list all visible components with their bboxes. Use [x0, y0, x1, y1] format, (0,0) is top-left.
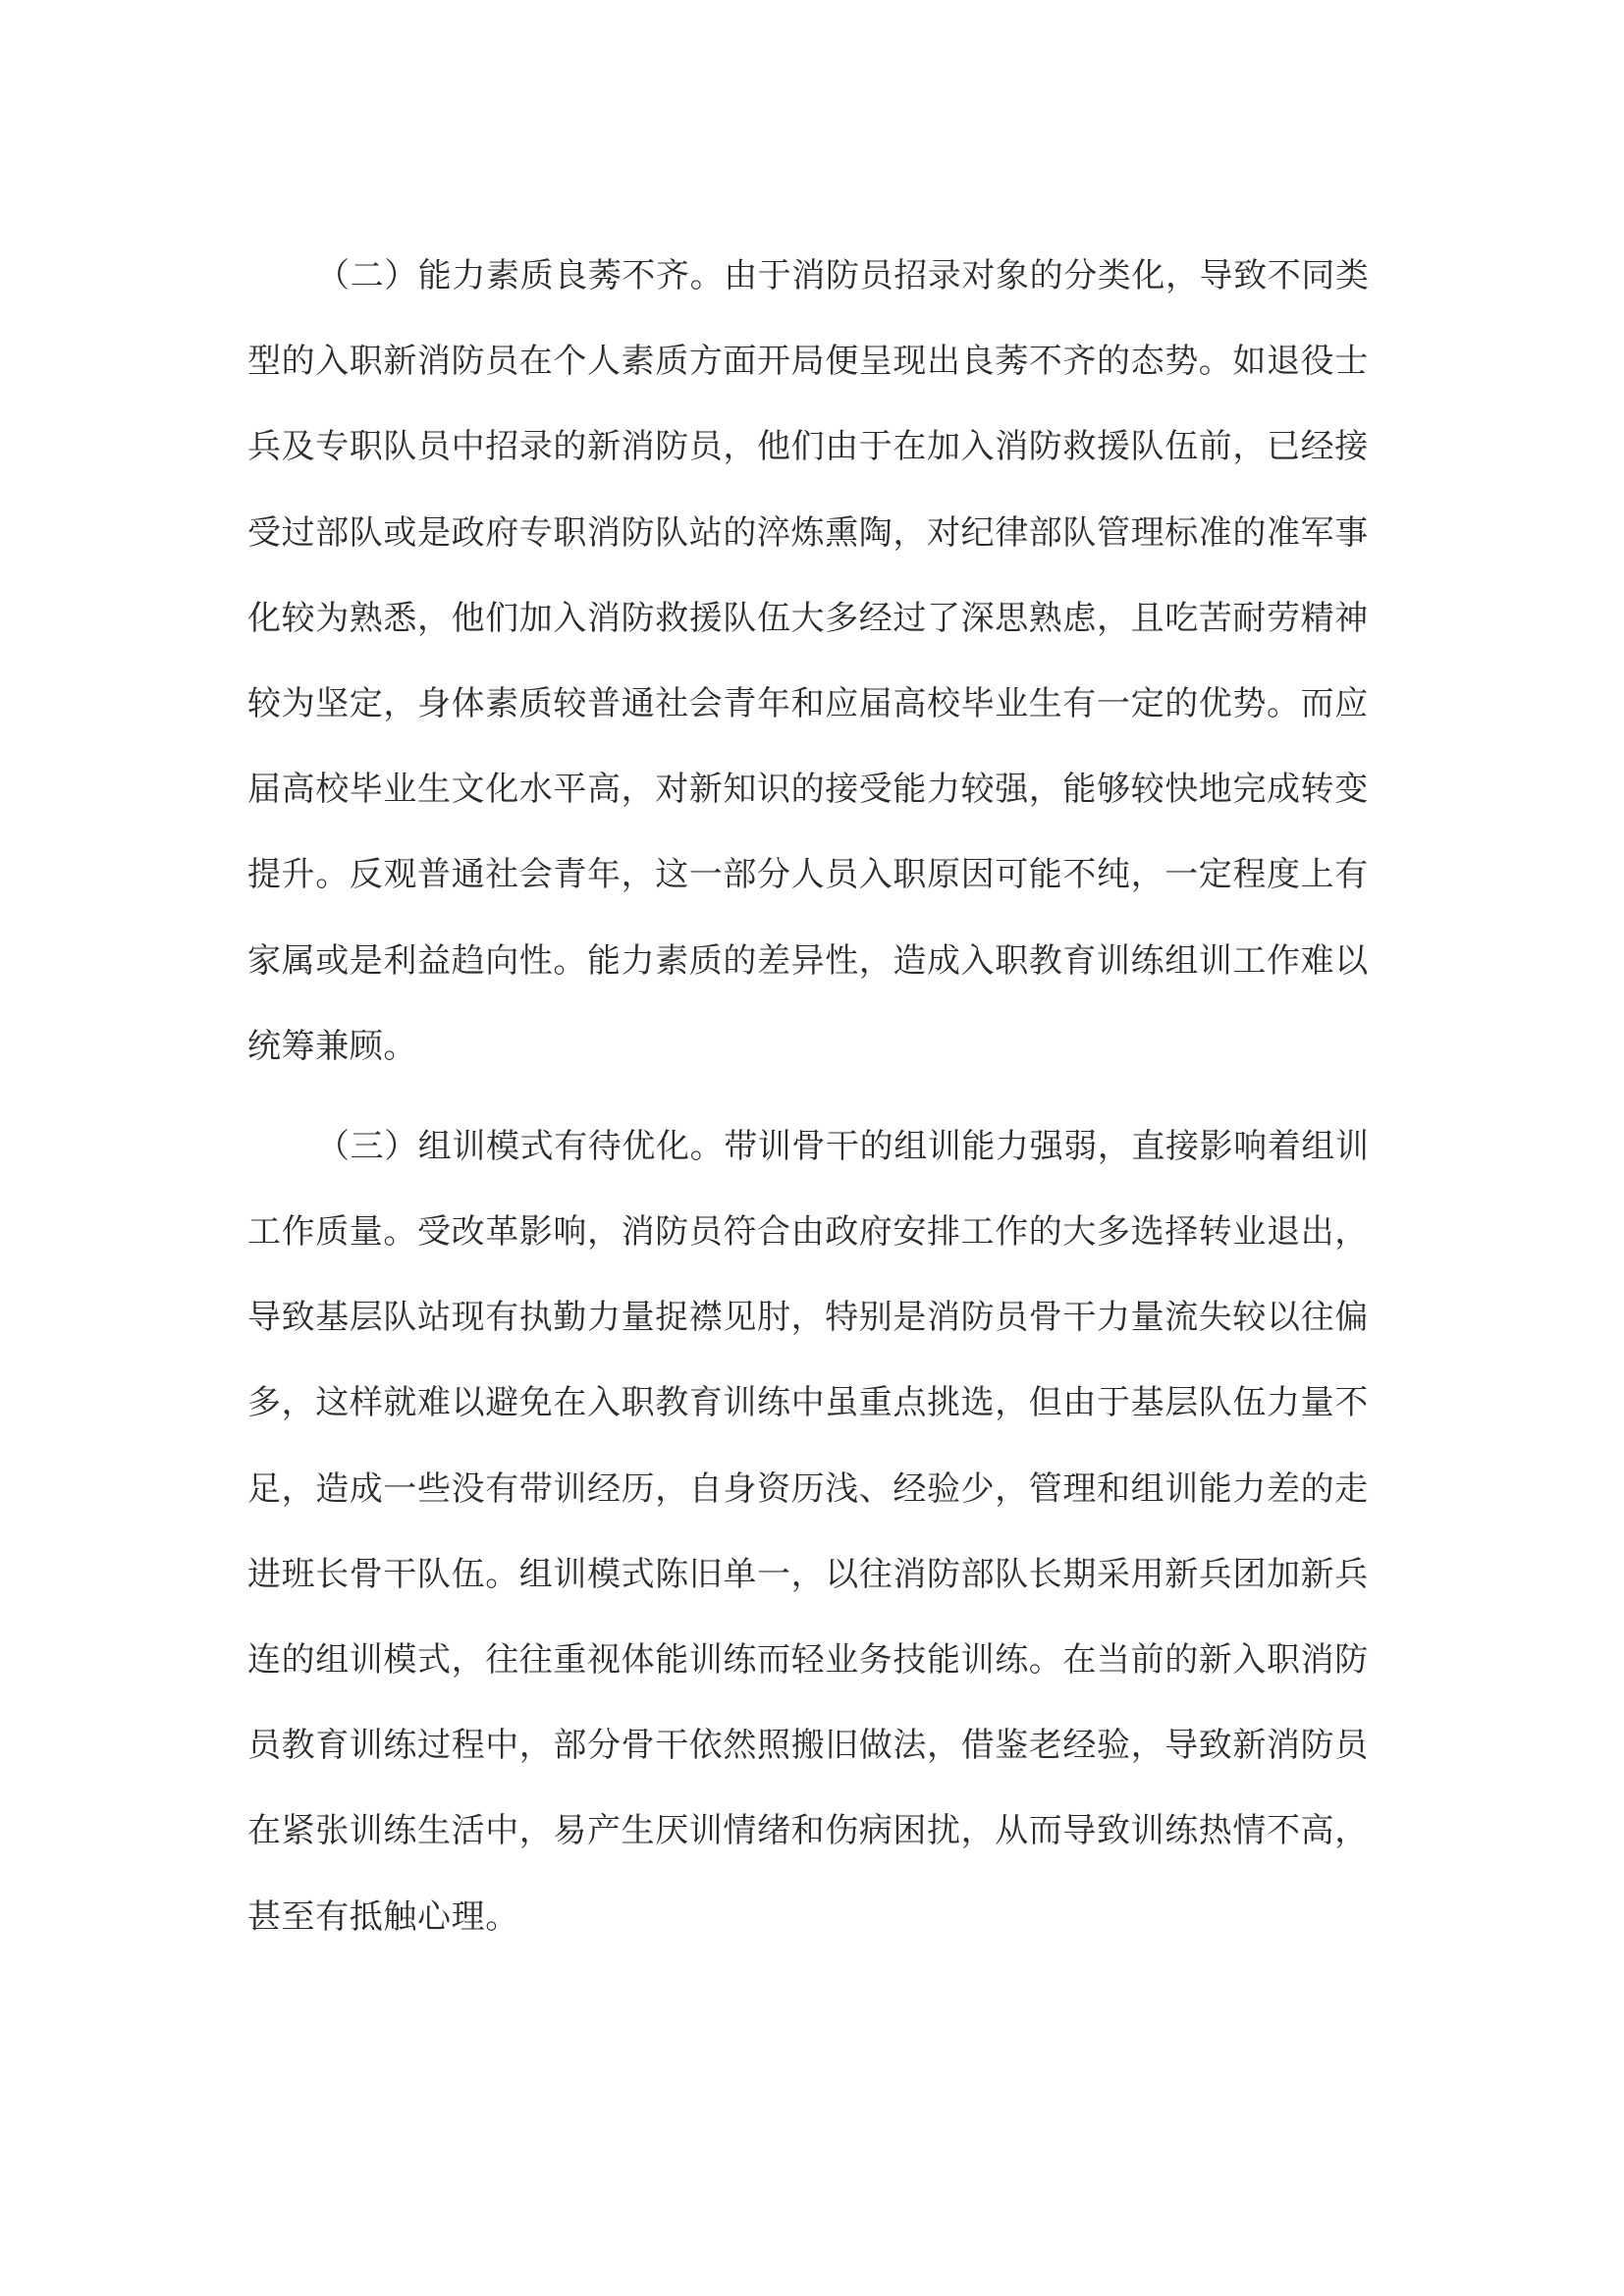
text-line: 多，这样就难以避免在入职教育训练中虽重点挑选，但由于基层队伍力量不 [247, 1383, 1369, 1423]
text-line: 化较为熟悉，他们加入消防救援队伍大多经过了深思熟虑，且吃苦耐劳精神 [247, 598, 1369, 638]
text-line: （二）能力素质良莠不齐。由于消防员招录对象的分类化，导致不同类 [316, 256, 1370, 295]
text-line: （三）组训模式有待优化。带训骨干的组训能力强弱，直接影响着组训 [316, 1126, 1370, 1166]
text-line: 连的组训模式，往往重视体能训练而轻业务技能训练。在当前的新入职消防 [247, 1640, 1369, 1680]
text-line: 在紧张训练生活中，易产生厌训情绪和伤病困扰，从而导致训练热情不高， [247, 1811, 1369, 1851]
text-line: 工作质量。受改革影响，消防员符合由政府安排工作的大多选择转业退出， [247, 1212, 1369, 1253]
text-line: 届高校毕业生文化水平高，对新知识的接受能力较强，能够较快地完成转变 [247, 770, 1369, 810]
text-line: 导致基层队站现有执勤力量捉襟见肘，特别是消防员骨干力量流失较以往偏 [247, 1298, 1369, 1338]
paragraph [247, 1104, 1386, 1960]
text-line: 兵及专职队员中招录的新消防员，他们由于在加入消防救援队伍前，已经接 [247, 427, 1369, 467]
text-line: 提升。反观普通社会青年，这一部分人员入职原因可能不纯，一定程度上有 [247, 855, 1369, 895]
text-line: 受过部队或是政府专职消防队站的淬炼熏陶，对纪律部队管理标准的准军事 [247, 512, 1369, 553]
paragraph [247, 234, 1386, 1090]
text-line: 型的入职新消防员在个人素质方面开局便呈现出良莠不齐的态势。如退役士 [247, 342, 1369, 382]
text-line: 家属或是利益趋向性。能力素质的差异性，造成入职教育训练组训工作难以 [247, 940, 1369, 981]
text-line: 较为坚定，身体素质较普通社会青年和应届高校毕业生有一定的优势。而应 [247, 683, 1369, 723]
document-page [247, 234, 1386, 1960]
text-line: 统筹兼顾。 [247, 1026, 417, 1066]
text-line: 员教育训练过程中，部分骨干依然照搬旧做法，借鉴老经验，导致新消防员 [247, 1726, 1369, 1766]
text-line: 足，造成一些没有带训经历，自身资历浅、经验少，管理和组训能力差的走 [247, 1468, 1369, 1509]
text-line: 进班长骨干队伍。组训模式陈旧单一，以往消防部队长期采用新兵团加新兵 [247, 1554, 1369, 1594]
text-line: 甚至有抵触心理。 [247, 1896, 519, 1937]
